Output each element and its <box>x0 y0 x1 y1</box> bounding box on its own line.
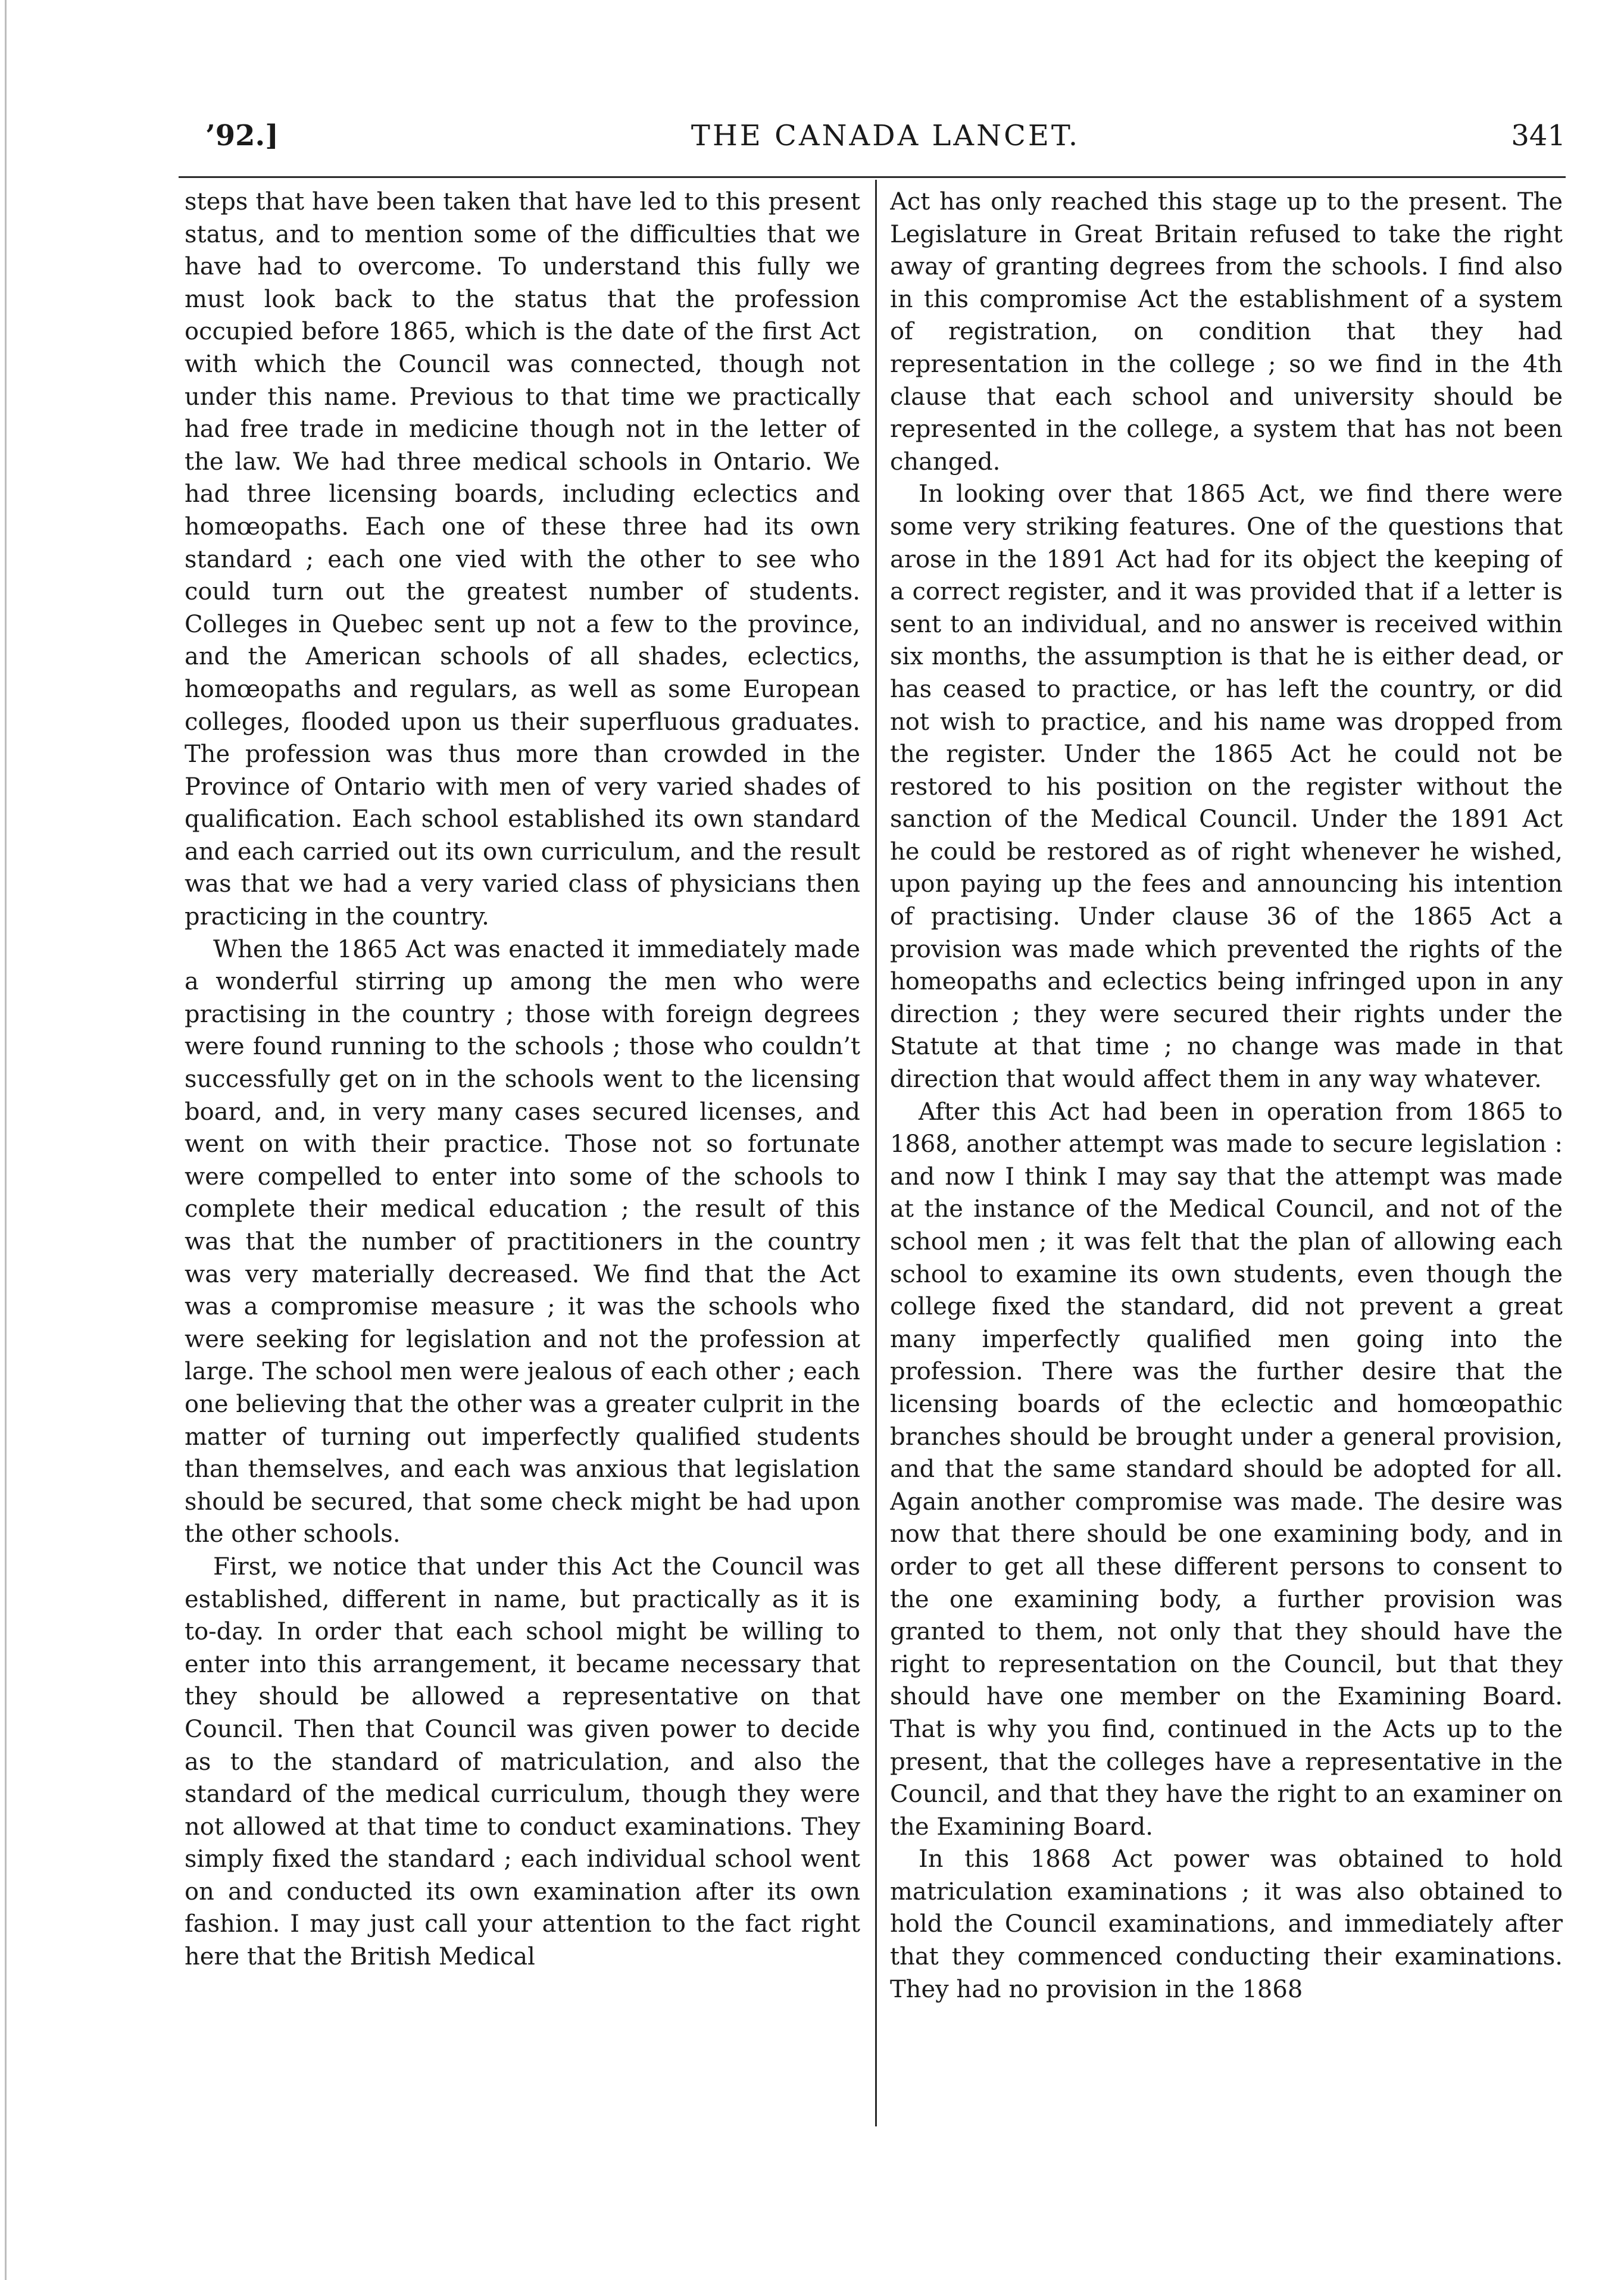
right-column <box>890 186 1563 2126</box>
paragraph: Act has only reached this stage up to the present. The Legislature in Great Britain refused to take the right away of granting degrees from the schools. I find also in this compromise Act the establishment of a system of registration, on condition that they had representation in the college ; so we find in the 4th clause that each school and university should be represented in the college, a system that has not been changed. <box>890 188 1563 476</box>
left-column <box>185 186 860 2126</box>
paragraph: First, we notice that under this Act the Council was established, different in name, but practically as it is to-day. In order that each school might be willing to enter into this arrangement, it became necessary that they should be allowed a representative on that Council. Then that Council was given power to decide as to the standard of matriculation, and also the standard of the medical curriculum, though they were not allowed at that time to conduct examinations. They simply fixed the standard ; each individual school went on and conducted its own examination after its own fashion. I may just call your attention to the fact right here that the British Medical <box>185 1553 860 1971</box>
paragraph: In this 1868 Act power was obtained to hold matriculation examinations ; it was also obtained to hold the Council examinations, and immediately after that they commenced conducting their examinations. They had no provision in the 1868 <box>890 1845 1563 2003</box>
page-binding-edge <box>5 0 7 2280</box>
paragraph: When the 1865 Act was enacted it immediately made a wonderful stirring up among the men who were practising in the country ; those with foreign degrees were found running to the schools ; those who couldn’t successfully get on in the schools went to the licensing board, and, in very many cases secured licenses, and went on with their practice. Those not so fortunate were compelled to enter into some of the schools to complete their medical education ; the result of this was that the number of practitioners in the country was very materially decreased. We find that the Act was a compromise measure ; it was the schools who were seeking for legislation and not the profession at large. The school men were jealous of each other ; each one believing that the other was a greater culprit in the matter of turning out imperfectly qualified students than themselves, and each was anxious that legislation should be secured, that some check might be had upon the other schools. <box>185 935 860 1548</box>
page-number: 341 <box>1511 119 1566 152</box>
header-year: ’92.] <box>205 119 279 152</box>
paragraph: After this Act had been in operation from 1865 to 1868, another attempt was made to secure legislation : and now I think I may say that the attempt was made at the instance of the Medical Council, and not of the school men ; it was felt that the plan of allowing each school to examine its own students, even though the college fixed the standard, did not prevent a great many imperfectly qualified men going into the profession. There was the further desire that the licensing boards of the eclectic and homœopathic branches should be brought under a general provision, and that the same standard should be adopted for all. Again another compromise was made. The desire was now that there should be one examining body, and in order to get all these different persons to consent to the one examining body, a further provision was granted to them, not only that they should have the right to representation on the Council, but that they should have one member on the Examining Board. That is why you find, continued in the Acts up to the present, that the colleges have a representative in the Council, and that they have the right to an examiner on the Examining Board. <box>890 1098 1563 1841</box>
header-rule <box>179 176 1566 178</box>
running-header <box>205 119 1566 161</box>
column-divider <box>875 180 877 2126</box>
paragraph: In looking over that 1865 Act, we find there were some very striking features. One of the questions that arose in the 1891 Act had for its object the keeping of a correct register, and it was provided that if a letter is sent to an individual, and no answer is received within six months, the assumption is that he is either dead, or has ceased to practice, or has left the country, or did not wish to practice, and his name was dropped from the register. Under the 1865 Act he could not be restored to his position on the register without the sanction of the Medical Council. Under the 1891 Act he could be restored as of right whenever he wished, upon paying up the fees and announcing his intention of practising. Under clause 36 of the 1865 Act a provision was made which prevented the rights of the homeopaths and eclectics being infringed upon in any direction ; they were secured their rights under the Statute at that time ; no change was made in that direction that would affect them in any way whatever. <box>890 480 1563 1094</box>
paragraph: steps that have been taken that have led to this present status, and to mention some of the difficulties that we have had to overcome. To understand this fully we must look back to the status that the profession occupied before 1865, which is the date of the first Act with which the Council was connected, though not under this name. Previous to that time we practically had free trade in medicine though not in the letter of the law. We had three medical schools in Ontario. We had three licensing boards, including eclectics and homœopaths. Each one of these three had its own standard ; each one vied with the other to see who could turn out the greatest number of students. Colleges in Quebec sent up not a few to the province, and the American schools of all shades, eclectics, homœopaths and regulars, as well as some European colleges, flooded upon us their superfluous graduates. The profession was thus more than crowded in the Province of Ontario with men of very varied shades of qualification. Each school established its own standard and each carried out its own curriculum, and the result was that we had a very varied class of physicians then practicing in the country. <box>185 188 860 931</box>
journal-title: THE CANADA LANCET. <box>691 119 1080 152</box>
